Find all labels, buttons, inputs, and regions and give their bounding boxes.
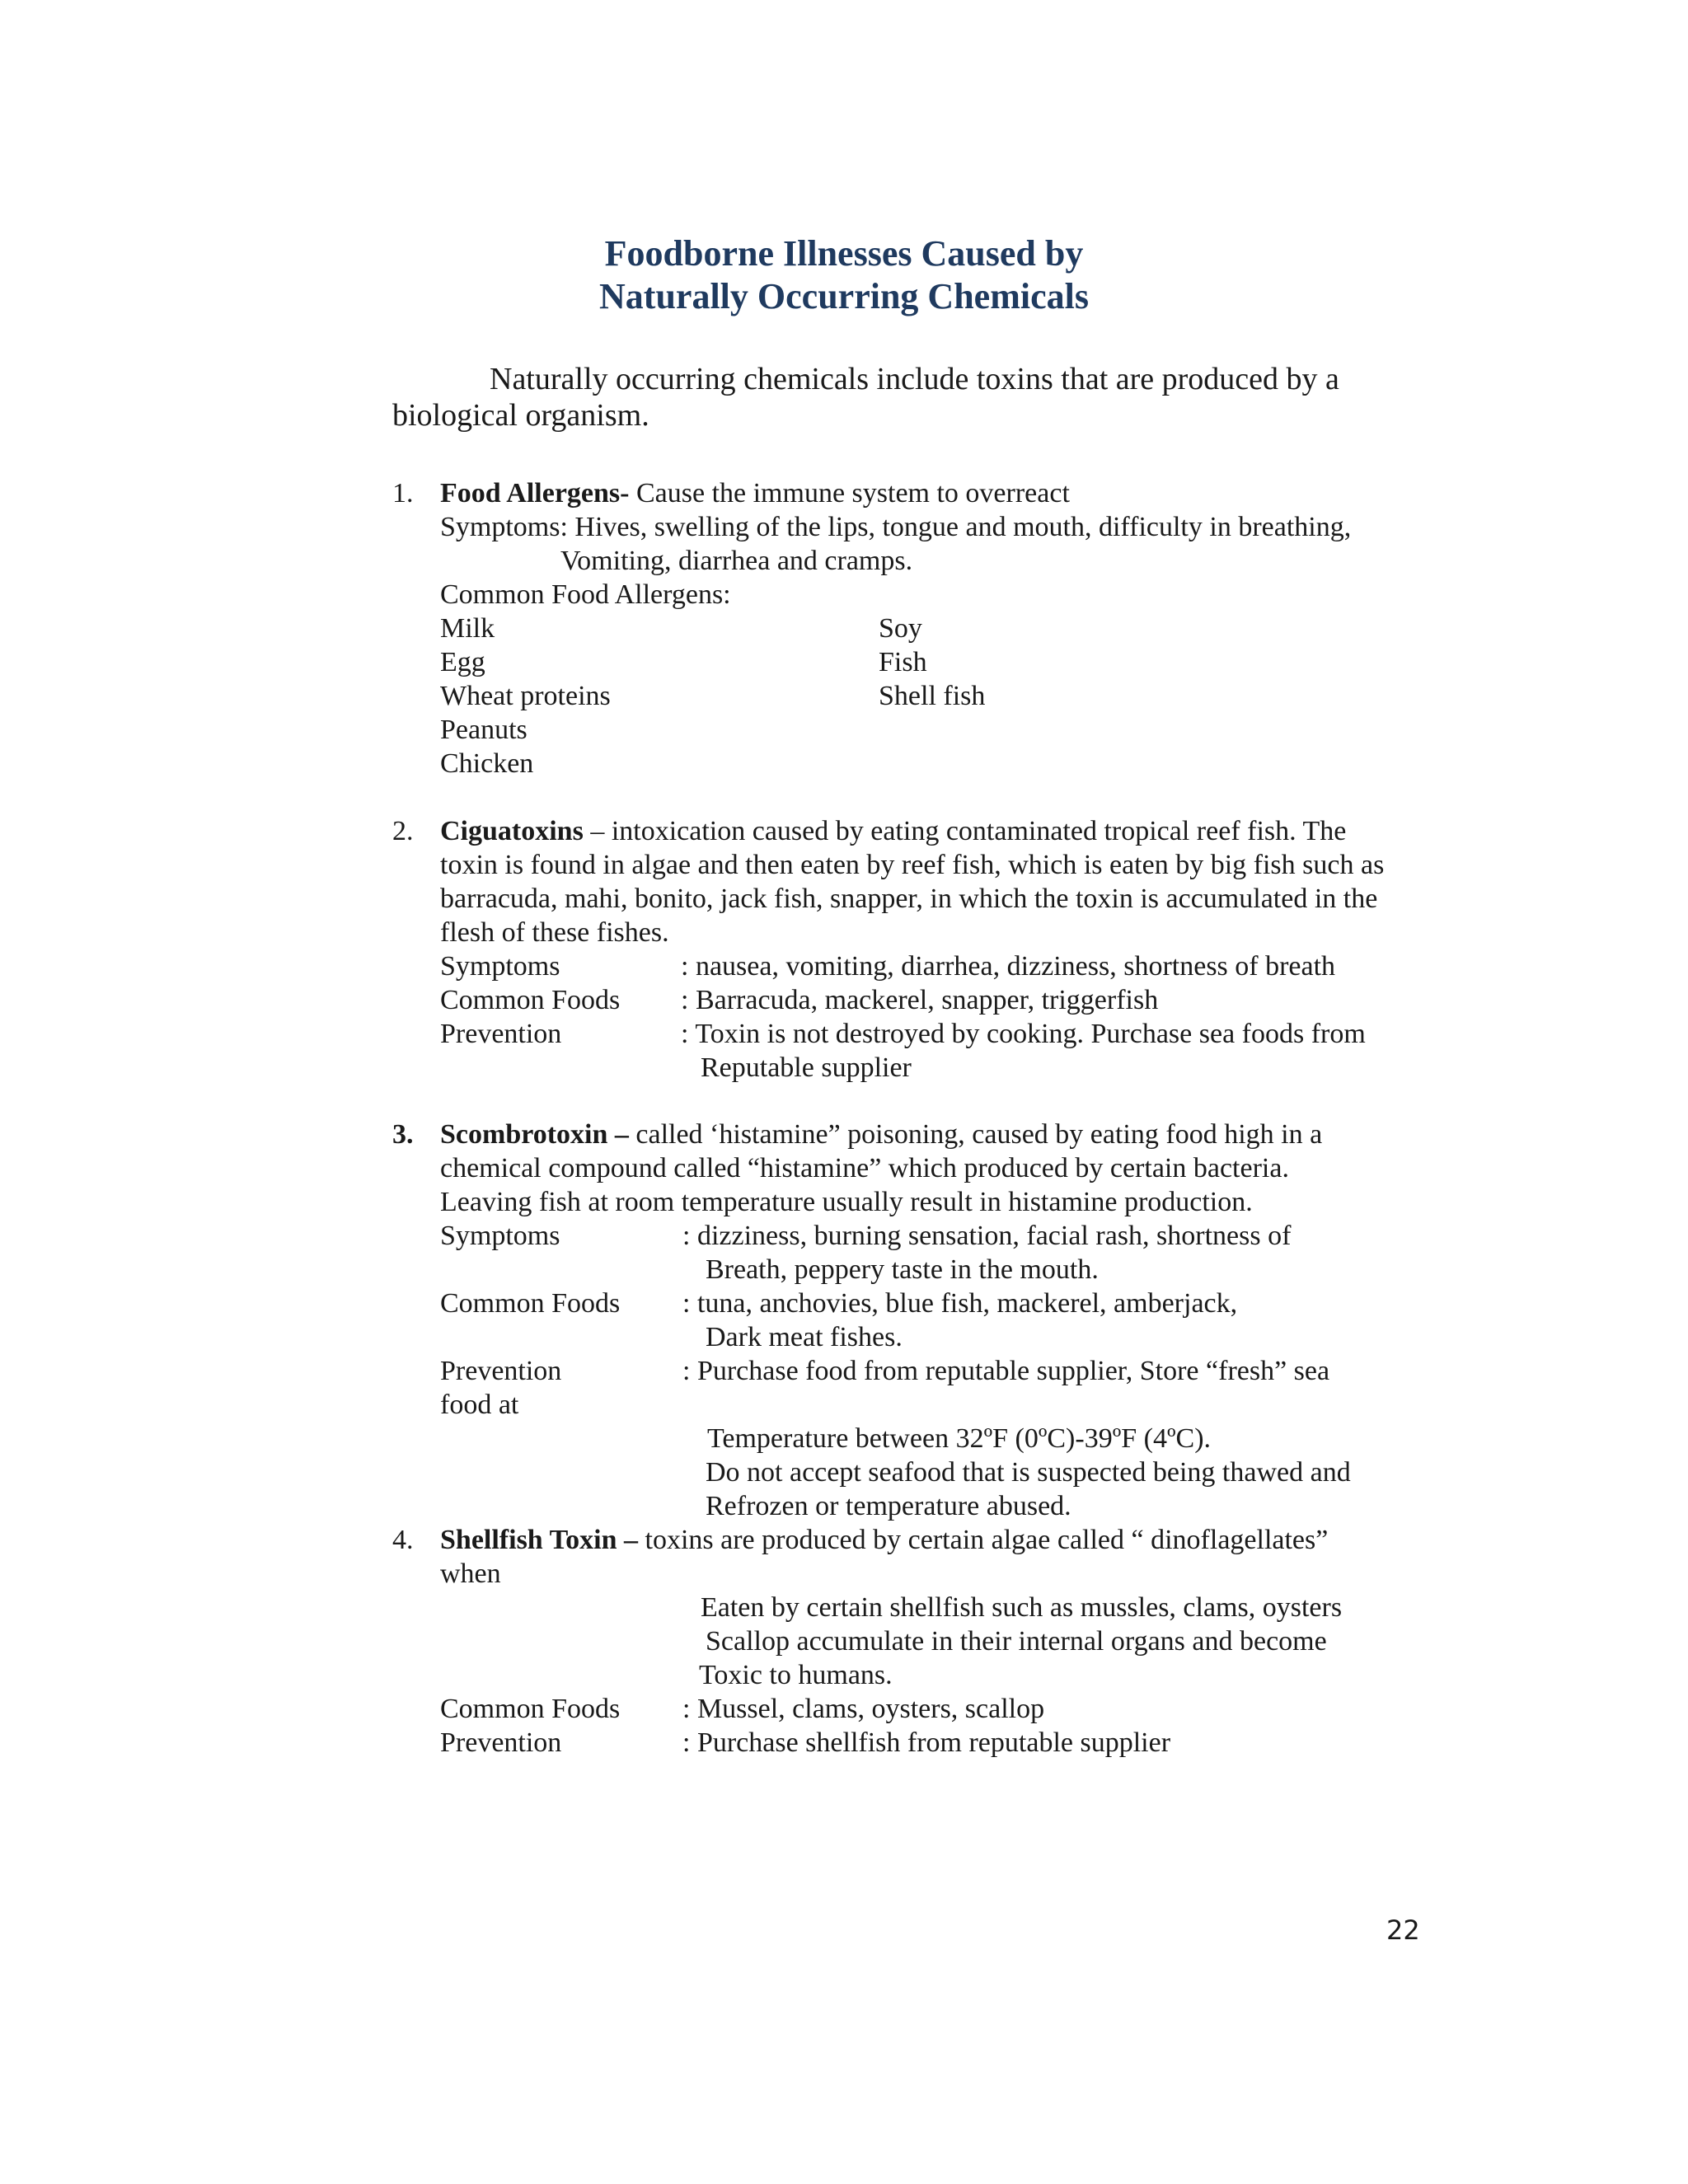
section-4-definition-line-4: Toxic to humans. xyxy=(699,1660,893,1690)
section-2-definition-line-2: toxin is found in algae and then eaten by reef fish, which is eaten by big fish such as xyxy=(440,850,1385,880)
section-4-prevention-value: : Purchase shellfish from reputable supplier xyxy=(682,1727,1171,1758)
allergen-item: Fish xyxy=(879,647,927,677)
section-3-definition-line-2: chemical compound called “histamine” which produced by certain bacteria. xyxy=(440,1153,1289,1183)
section-3-symptoms-value-line-1: : dizziness, burning sensation, facial rash, shortness of xyxy=(682,1221,1292,1251)
section-3-prevention-value-line-3: Do not accept seafood that is suspected being thawed and xyxy=(706,1457,1351,1488)
section-2-foods-label: Common Foods xyxy=(440,985,621,1015)
section-2-symptoms-value: : nausea, vomiting, diarrhea, dizziness, shortness of breath xyxy=(681,951,1336,982)
section-2-foods-value: : Barracuda, mackerel, snapper, triggerfish xyxy=(681,985,1159,1015)
section-3-definition-line-1: called ‘histamine” poisoning, caused by eating food high in a xyxy=(628,1119,1323,1150)
section-4-foods-value: : Mussel, clams, oysters, scallop xyxy=(682,1694,1045,1724)
section-3-prevention-value-line-1: : Purchase food from reputable supplier, Store “fresh” sea xyxy=(682,1356,1330,1386)
allergen-item: Wheat proteins xyxy=(440,681,611,711)
section-2-symptoms-label: Symptoms xyxy=(440,951,560,982)
section-3-prevention-value-line-2: Temperature between 32ºF (0ºC)-39ºF (4ºC). xyxy=(707,1423,1212,1454)
section-2-prevention-label: Prevention xyxy=(440,1019,562,1049)
section-2-definition-line-1: – intoxication caused by eating contaminated tropical reef fish. The xyxy=(583,816,1347,846)
section-3-prevention-label: Prevention xyxy=(440,1356,562,1386)
section-4-foods-label: Common Foods xyxy=(440,1694,621,1724)
section-1-number: 1. xyxy=(392,478,414,509)
section-1-definition: Cause the immune system to overreact xyxy=(629,478,1070,509)
allergen-item: Shell fish xyxy=(879,681,986,711)
page-title-line-2: Naturally Occurring Chemicals xyxy=(599,276,1089,316)
section-2-prevention-value-line-1: : Toxin is not destroyed by cooking. Purchase sea foods from xyxy=(681,1019,1366,1049)
section-4-definition-wrap: when xyxy=(440,1558,501,1589)
section-1-heading-line xyxy=(440,477,1070,510)
section-4-definition-line-3: Scallop accumulate in their internal organs and become xyxy=(706,1626,1327,1657)
section-1-symptoms-line-2: Vomiting, diarrhea and cramps. xyxy=(560,546,913,576)
section-2-heading-line xyxy=(440,815,1346,848)
section-4-heading: Shellfish Toxin – xyxy=(440,1525,639,1555)
section-1-common-label: Common Food Allergens: xyxy=(440,579,731,610)
section-2-definition-line-4: flesh of these fishes. xyxy=(440,917,669,948)
section-2-definition-line-3: barracuda, mahi, bonito, jack fish, snapper, in which the toxin is accumulated in the xyxy=(440,883,1378,914)
section-3-definition-line-3: Leaving fish at room temperature usually result in histamine production. xyxy=(440,1187,1253,1217)
section-2-prevention-value-line-2: Reputable supplier xyxy=(701,1052,912,1083)
intro-line-2: biological organism. xyxy=(392,398,649,433)
section-3-foods-value-line-1: : tuna, anchovies, blue fish, mackerel, amberjack, xyxy=(682,1288,1238,1319)
section-3-prevention-wrap: food at xyxy=(440,1390,519,1420)
section-4-heading-line xyxy=(440,1524,1328,1557)
page-number: 22 xyxy=(1386,1915,1420,1946)
section-3-symptoms-label: Symptoms xyxy=(440,1221,560,1251)
section-3-foods-label: Common Foods xyxy=(440,1288,621,1319)
section-4-definition-line-2: Eaten by certain shellfish such as mussles, clams, oysters xyxy=(701,1592,1343,1623)
section-4-prevention-label: Prevention xyxy=(440,1727,562,1758)
section-3-prevention-value-line-4: Refrozen or temperature abused. xyxy=(706,1491,1071,1521)
section-3-heading: Scombrotoxin – xyxy=(440,1119,629,1150)
section-3-foods-value-line-2: Dark meat fishes. xyxy=(706,1322,903,1352)
allergen-item: Soy xyxy=(879,613,922,644)
page-title-line-1: Foodborne Illnesses Caused by xyxy=(604,233,1084,274)
section-4-definition-line-1: toxins are produced by certain algae called “ dinoflagellates” xyxy=(638,1525,1329,1555)
section-3-symptoms-value-line-2: Breath, peppery taste in the mouth. xyxy=(706,1254,1099,1285)
section-4-number: 4. xyxy=(392,1525,414,1555)
section-2-heading: Ciguatoxins xyxy=(440,816,584,846)
allergen-item: Egg xyxy=(440,647,485,677)
section-3-heading-line xyxy=(440,1118,1322,1151)
allergen-item: Peanuts xyxy=(440,715,528,745)
section-3-number: 3. xyxy=(392,1119,414,1150)
allergen-item: Chicken xyxy=(440,748,534,779)
allergen-item: Milk xyxy=(440,613,495,644)
intro-line-1: Naturally occurring chemicals include toxins that are produced by a xyxy=(490,362,1339,396)
section-1-symptoms-line-1: Symptoms: Hives, swelling of the lips, tongue and mouth, difficulty in breathing, xyxy=(440,512,1352,542)
section-1-heading: Food Allergens- xyxy=(440,478,630,509)
section-2-number: 2. xyxy=(392,816,414,846)
